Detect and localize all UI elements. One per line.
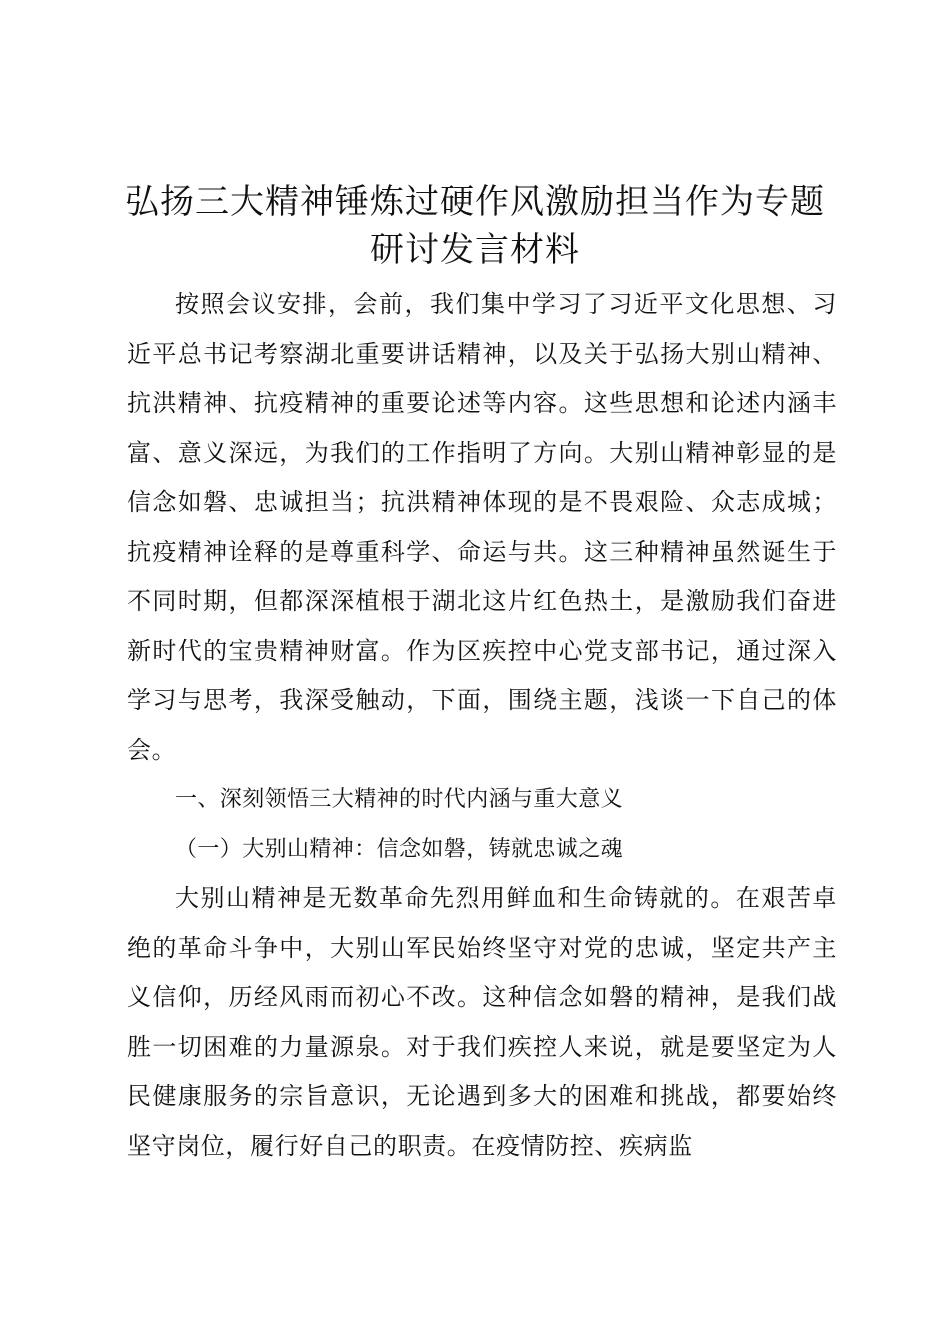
subsection1-paragraph: 大别山精神是无数革命先烈用鲜血和生命铸就的。在艰苦卓绝的革命斗争中，大别山军民始终坚守对党的忠诚，坚定共产主义信仰，历经风雨而初心不改。这种信念如磐的精神，是我们战胜一切困难的力量源泉。对于我们疾控人来说，就是要坚定为人民健康服务的宗旨意识，无论遇到多大的困难和挑战，都要始终坚守岗位，履行好自己的职责。在疫情防控、疾病监 — [127, 884, 837, 1160]
document-body — [127, 280, 837, 1171]
section1-heading: 一、深刻领悟三大精神的时代内涵与重大意义 — [175, 787, 624, 812]
document-title-line2: 研讨发言材料 — [370, 230, 580, 270]
intro-paragraph: 按照会议安排，会前，我们集中学习了习近平文化思想、习近平总书记考察湖北重要讲话精神，以及关于弘扬大别山精神、抗洪精神、抗疫精神的重要论述等内容。这些思想和论述内涵丰富、意义深远，为我们的工作指明了方向。大别山精神彰显的是信念如磐、忠诚担当；抗洪精神体现的是不畏艰险、众志成城；抗疫精神诠释的是尊重科学、命运与共。这三种精神虽然诞生于不同时期，但都深深植根于湖北这片红色热土，是激励我们奋进新时代的宝贵精神财富。作为区疾控中心党支部书记，通过深入学习与思考，我深受触动，下面，围绕主题，浅谈一下自己的体会。 — [127, 290, 837, 764]
document-title — [100, 178, 850, 274]
document-title-line1: 弘扬三大精神锤炼过硬作风激励担当作为专题 — [125, 182, 825, 222]
subsection1-heading: （一）大别山精神：信念如磐，铸就忠诚之魂 — [175, 836, 624, 862]
